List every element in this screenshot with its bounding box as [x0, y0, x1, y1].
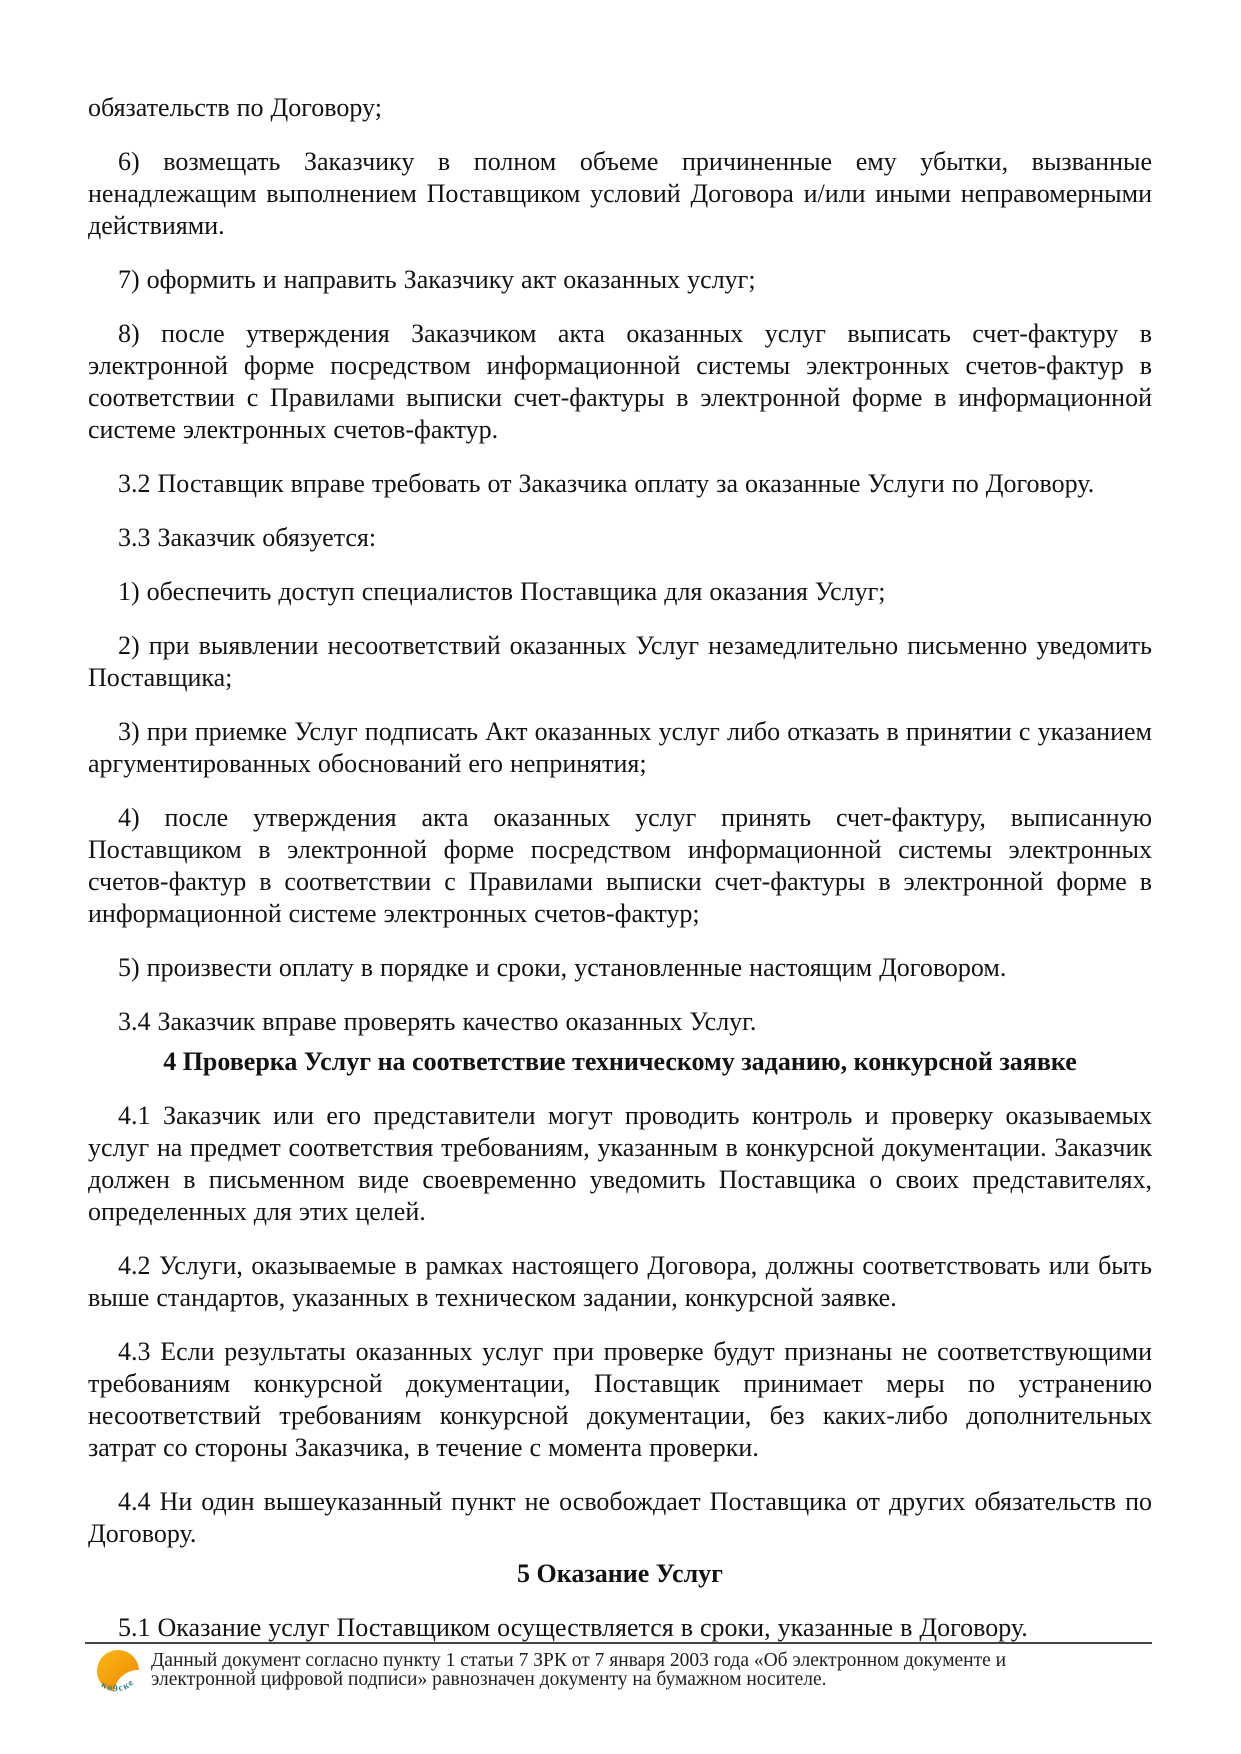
list-item-3: 3) при приемке Услуг подписать Акт оказанных услуг либо отказать в принятии с указанием аргументированных обоснований его непринятия;: [88, 717, 1152, 778]
clause-4-2: 4.2 Услуги, оказываемые в рамках настоящего Договора, должны соответствовать или быть выше стандартов, указанных в техническом задании, конкурсной заявке.: [88, 1251, 1152, 1312]
clause-3-4: 3.4 Заказчик вправе проверять качество оказанных Услуг.: [118, 1007, 757, 1036]
document-body: [88, 92, 1152, 1644]
logo-arc-text: ко9ске: [99, 1677, 137, 1695]
footer-note-line1: Данный документ согласно пункту 1 статьи 7 ЗРК от 7 января 2003 года «Об электронном документе и: [151, 1650, 1007, 1671]
clause-3-2: 3.2 Поставщик вправе требовать от Заказчика оплату за оказанные Услуги по Договору.: [118, 469, 1095, 498]
list-item-2: 2) при выявлении несоответствий оказанных Услуг незамедлительно письменно уведомить Поставщика;: [88, 631, 1152, 692]
footer-stamp: [95, 1646, 1006, 1700]
section-heading-4: 4 Проверка Услуг на соответствие техническому заданию, конкурсной заявке: [163, 1047, 1077, 1076]
section-heading-5: 5 Оказание Услуг: [517, 1559, 723, 1588]
clause-4-3: 4.3 Если результаты оказанных услуг при проверке будут признаны не соответствующими требованиям конкурсной документации, Поставщик принимает меры по устранению несоответствий требованиям конкурсной документации, без каких-либо дополнительных затрат со стороны Заказчика, в течение с момента проверки.: [88, 1337, 1152, 1462]
paragraph-continuation: обязательств по Договору;: [88, 93, 382, 122]
clause-3-3: 3.3 Заказчик обязуется:: [118, 523, 377, 552]
list-item-7: 7) оформить и направить Заказчику акт оказанных услуг;: [118, 265, 756, 294]
list-item-1: 1) обеспечить доступ специалистов Поставщика для оказания Услуг;: [118, 577, 886, 606]
goszakup-logo-icon: [95, 1648, 143, 1700]
list-item-4: 4) после утверждения акта оказанных услуг принять счет-фактуру, выписанную Поставщиком в электронной форме посредством информационной системы электронных счетов-фактур в соответствии с Правилами выписки счет-фактуры в электронной форме в информационной системе электронных счетов-фактур;: [88, 803, 1152, 928]
clause-4-4: 4.4 Ни один вышеуказанный пункт не освобождает Поставщика от других обязательств по Договору.: [88, 1487, 1152, 1548]
footer-divider: [85, 1642, 1152, 1644]
clause-4-1: 4.1 Заказчик или его представители могут проводить контроль и проверку оказываемых услуг на предмет соответствия требованиям, указанным в конкурсной документации. Заказчик должен в письменном виде своевременно уведомить Поставщика о своих представителях, определенных для этих целей.: [88, 1101, 1152, 1226]
list-item-6: 6) возмещать Заказчику в полном объеме причиненные ему убытки, вызванные ненадлежащим выполнением Поставщиком условий Договора и/или иными неправомерными действиями.: [88, 147, 1152, 240]
footer-note: [151, 1646, 1006, 1689]
footer-note-line2: электронной цифровой подписи» равнозначен документу на бумажном носителе.: [151, 1668, 827, 1690]
list-item-5: 5) произвести оплату в порядке и сроки, установленные настоящим Договором.: [118, 953, 1007, 982]
clause-5-1: 5.1 Оказание услуг Поставщиком осуществляется в сроки, указанные в Договору.: [118, 1613, 1028, 1642]
list-item-8: 8) после утверждения Заказчиком акта оказанных услуг выписать счет-фактуру в электронной форме посредством информационной системы электронных счетов-фактур в соответствии с Правилами выписки счет-фактуры в электронной форме в информационной системе электронных счетов-фактур.: [88, 319, 1152, 444]
